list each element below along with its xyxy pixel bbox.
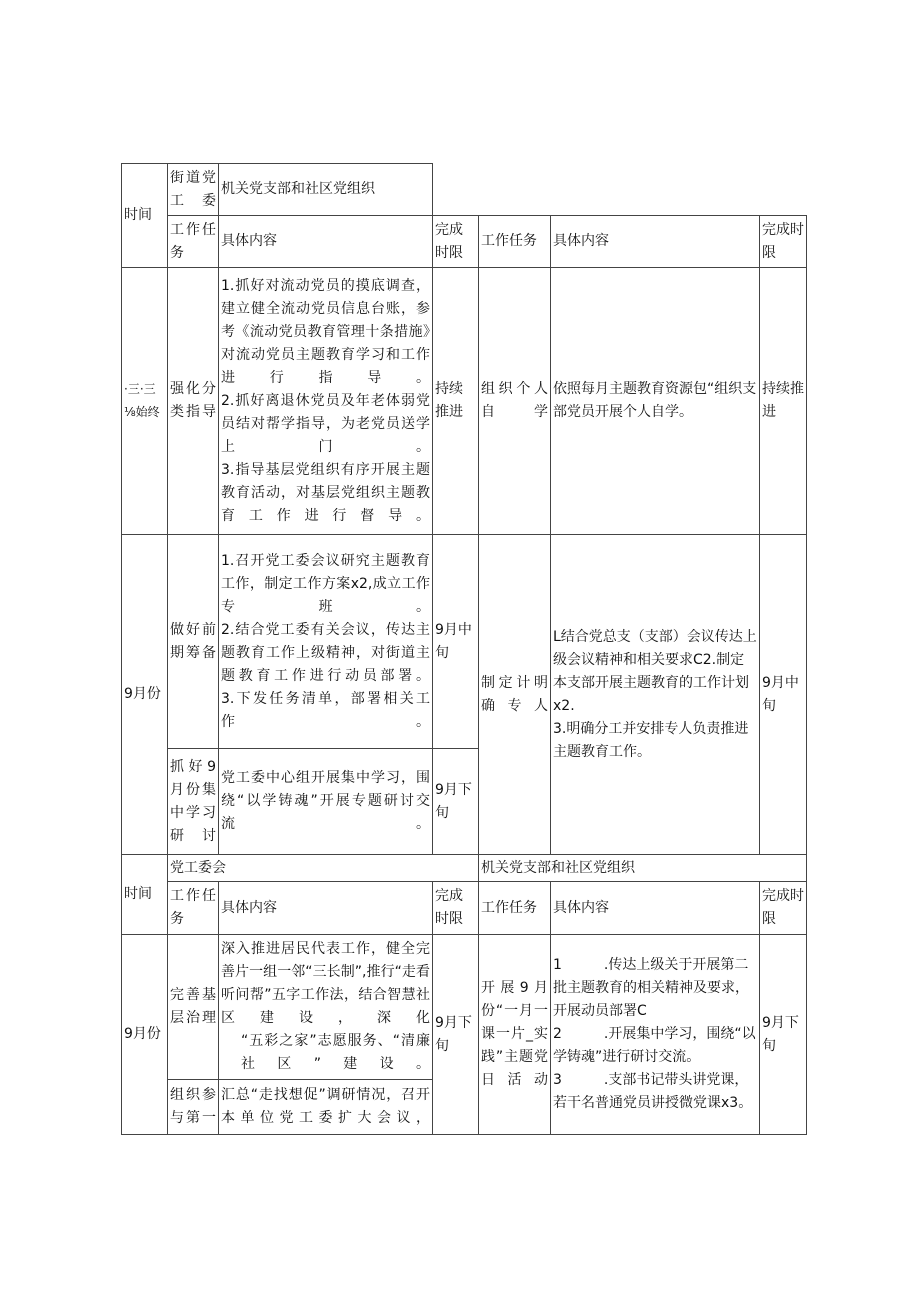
org-content-header: 具体内容 [551, 882, 760, 935]
content-cell-prepare [219, 535, 433, 749]
task-cell-classify: 强化分类指导 [168, 268, 219, 535]
content-item: 1.抓好对流动党员的摸底调查，建立健全流动党员信息台账，参考《流动党员教育管理十条措施》对流动党员主题教育学习和工作进行指导。 [221, 277, 430, 386]
content-item: L结合党总支（支部）会议传达上级会议精神和相关要求C2.制定本支部开展主题教育的工作计划x2. [553, 628, 757, 714]
org-header: 机关党支部和社区党组织 [479, 855, 807, 882]
org-content-header: 具体内容 [551, 216, 760, 268]
content-item: 3.指导基层党组织有序开展主题教育活动，对基层党组织主题教育工作进行督导。 [221, 461, 430, 524]
org-task-cell-selfstudy: 组织个人自学 [479, 268, 551, 535]
org-work-task-header: 工作任务 [479, 882, 551, 935]
time-cell-ongoing: ·三·三⅛始终 [122, 268, 168, 535]
content-header: 具体内容 [219, 882, 433, 935]
time-cell-september: 9月份 [122, 935, 168, 1135]
content-item: 1.召开党工委会议研究主题教育工作，制定工作方案x2,成立工作专班。 [221, 552, 430, 615]
org-content-cell-selfstudy: 依照每月主题教育资源包“组织支部党员开展个人自学。 [551, 268, 760, 535]
work-task-header: 工作任务 [168, 216, 219, 268]
content-item: 3.下发任务清单，部署相关工作。 [221, 690, 430, 730]
org-deadline-cell: 持续推进 [760, 268, 807, 535]
org-deadline-header: 完成时限 [760, 216, 807, 268]
content-item: 2.结合党工委有关会议，传达主题教育工作上级精神，对街道主题教育工作进行动员部署。 [221, 621, 430, 684]
task-cell-study: 抓好9月份集中学习研讨 [168, 749, 219, 855]
time-cell-september: 9月份 [122, 535, 168, 855]
org-task-cell-plan: 制定计明确专人 [479, 535, 551, 855]
theme-education-schedule-table [121, 163, 807, 1135]
content-cell-study: 党工委中心组开展集中学习，围绕“以学铸魂”开展专题研讨交流。 [219, 749, 433, 855]
street-committee-header: 街道党工委 [168, 164, 219, 216]
task-cell-prepare: 做好前期筹备 [168, 535, 219, 749]
org-content-cell-party-day [551, 935, 760, 1135]
content-item: 3.明确分工并安排专人负责推进主题教育工作。 [553, 720, 749, 760]
org-header: 机关党支部和社区党组织 [219, 164, 433, 216]
content-item: 2 .开展集中学习，围绕“以学铸魂”进行研讨交流。 [553, 1026, 756, 1065]
task-cell-governance: 完善基层治理 [168, 935, 219, 1080]
org-deadline-cell: 9月中旬 [760, 535, 807, 855]
content-item: 1 .传达上级关于开展第二批主题教育的相关精神及要求，开展动员部署C [553, 957, 749, 1019]
deadline-cell: 9月下旬 [433, 935, 479, 1135]
content-item: 3 .支部书记带头讲党课，若干名普通党员讲授微党课x3。 [553, 1072, 753, 1111]
deadline-cell: 9月下旬 [433, 749, 479, 855]
content-header: 具体内容 [219, 216, 433, 268]
street-committee-header: 党工委会 [168, 855, 479, 882]
org-deadline-header: 完成时限 [760, 882, 807, 935]
work-task-header: 工作任务 [168, 882, 219, 935]
deadline-header: 完成时限 [433, 882, 479, 935]
time-header: 时间 [122, 855, 168, 935]
content-cell-classify [219, 268, 433, 535]
task-cell-participate: 组织参与第一 [168, 1080, 219, 1135]
content-item: 深入推进居民代表工作，健全完善片一组一邻“三长制”,推行“走看听问帮”五字工作法，结合智慧社区建设，深化 [221, 941, 430, 1026]
content-item: 2.抓好离退休党员及年老体弱党员结对帮学指导，为老党员送学上门。 [221, 392, 430, 455]
org-content-cell-plan [551, 535, 760, 855]
org-deadline-cell: 9月下旬 [760, 935, 807, 1135]
deadline-cell: 9月中旬 [433, 535, 479, 749]
content-cell-participate: 汇总“走找想促”调研情况，召开本单位党工委扩大会议， [219, 1080, 433, 1135]
deadline-cell: 持续推进 [433, 268, 479, 535]
org-task-cell-party-day: 开展9月份“一月一课一片_实践”主题党日活动 [479, 935, 551, 1135]
blank-area [433, 164, 807, 216]
content-item: “五彩之家”志愿服务、“清廉社区”建设。 [241, 1033, 430, 1072]
time-header: 时间 [122, 164, 168, 268]
deadline-header: 完成时限 [433, 216, 479, 268]
content-cell-governance [219, 935, 433, 1080]
org-work-task-header: 工作任务 [479, 216, 551, 268]
